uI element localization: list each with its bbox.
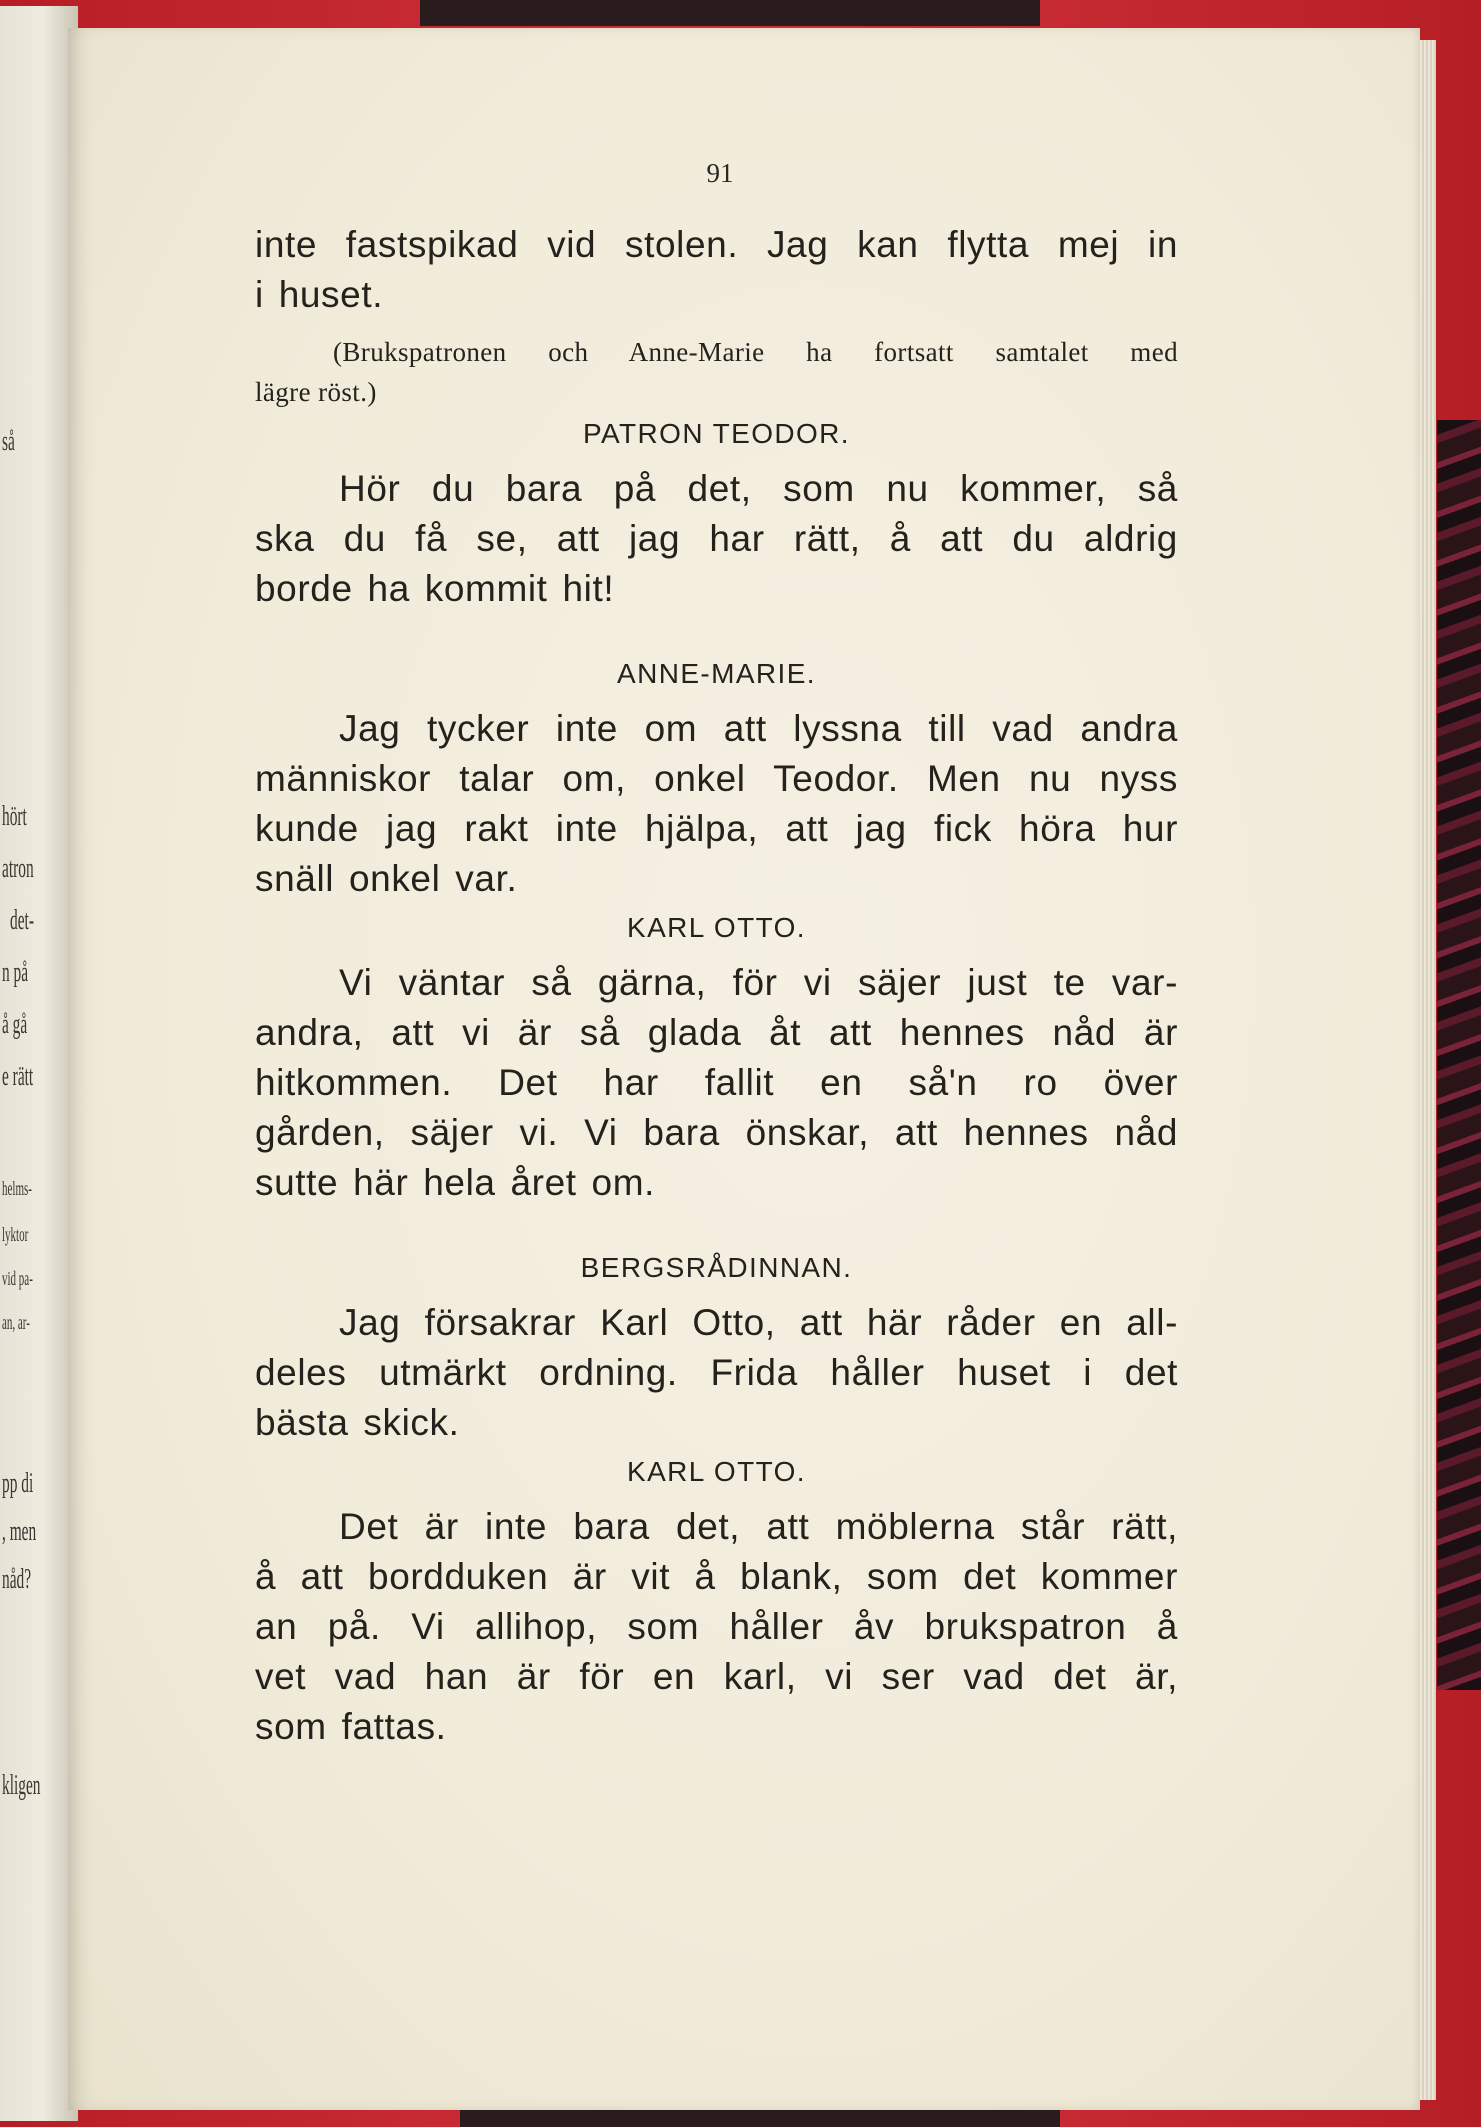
facing-page-fragment: kligen <box>2 1770 41 1801</box>
text-line: Hör du bara på det, som nu kommer, så <box>339 468 1178 509</box>
speaker-name: PATRON TEODOR. <box>583 418 850 449</box>
facing-page-edge <box>0 6 78 2121</box>
facing-page-fragment: lyktor <box>2 1224 29 1246</box>
stage-line: lägre röst.) <box>255 377 377 407</box>
speaker-name: KARL OTTO. <box>627 1456 806 1487</box>
page-text <box>255 220 1178 1752</box>
text-line: bästa skick. <box>255 1402 460 1443</box>
facing-page-fragment: helms- <box>2 1178 32 1200</box>
page-number: 91 <box>706 158 734 188</box>
text-line: hitkommen. Det har fallit en så'n ro över <box>255 1062 1178 1103</box>
stage-line: (Brukspatronen och Anne-Marie ha fortsatt samtalet med <box>333 337 1178 367</box>
facing-page-fragment: å gå <box>2 1009 28 1040</box>
facing-page-fragment: vid pa- <box>2 1268 33 1290</box>
text-line: Vi väntar så gärna, för vi säjer just te var- <box>339 962 1178 1003</box>
dialogue-block <box>255 1298 1178 1448</box>
facing-page-fragment: , men <box>2 1516 37 1547</box>
dialogue-block <box>255 220 1178 320</box>
facing-page-fragment: an, ar- <box>2 1312 30 1334</box>
text-line: i huset. <box>255 274 384 315</box>
stage-direction <box>255 332 1178 412</box>
dialogue-block <box>255 464 1178 614</box>
dialogue-block <box>255 1502 1178 1752</box>
text-line: deles utmärkt ordning. Frida håller huset i det <box>255 1352 1178 1393</box>
facing-page-fragment: hört <box>2 801 27 832</box>
binding-band-bottom <box>460 2109 1060 2127</box>
facing-page-fragment: så <box>2 426 15 457</box>
facing-page-fragment: atron <box>2 853 34 884</box>
speaker-name: KARL OTTO. <box>627 912 806 943</box>
text-line: Det är inte bara det, att möblerna står rätt, <box>339 1506 1178 1547</box>
text-line: å att bordduken är vit å blank, som det kommer <box>255 1556 1178 1597</box>
text-line: kunde jag rakt inte hjälpa, att jag fick höra hur <box>255 808 1178 849</box>
text-line: Jag tycker inte om att lyssna till vad andra <box>339 708 1178 749</box>
marbled-endpaper <box>1437 420 1481 1690</box>
text-line: Jag försakrar Karl Otto, att här råder en all- <box>339 1302 1178 1343</box>
text-line: människor talar om, onkel Teodor. Men nu nyss <box>255 758 1178 799</box>
text-line: vet vad han är för en karl, vi ser vad det är, <box>255 1656 1178 1697</box>
text-line: snäll onkel var. <box>255 858 518 899</box>
text-line: borde ha kommit hit! <box>255 568 615 609</box>
facing-page-fragment: e rätt <box>2 1061 34 1092</box>
binding-band-top <box>420 0 1040 26</box>
text-line: inte fastspikad vid stolen. Jag kan flytta mej in <box>255 224 1178 265</box>
speaker-name: ANNE-MARIE. <box>617 658 816 689</box>
text-line: ska du få se, att jag har rätt, å att du aldrig <box>255 518 1178 559</box>
facing-page-fragment: pp di <box>2 1468 34 1499</box>
facing-page-fragment: det- <box>10 905 34 936</box>
text-line: an på. Vi allihop, som håller åv brukspatron å <box>255 1606 1178 1647</box>
speaker-name: BERGSRÅDINNAN. <box>580 1252 853 1283</box>
dialogue-block <box>255 704 1178 904</box>
facing-page-fragment: n på <box>2 957 29 988</box>
dialogue-block <box>255 958 1178 1208</box>
text-line: andra, att vi är så glada åt att hennes nåd är <box>255 1012 1178 1053</box>
text-line: som fattas. <box>255 1706 447 1747</box>
facing-page-fragment: nåd? <box>2 1564 32 1595</box>
text-line: gården, säjer vi. Vi bara önskar, att hennes nåd <box>255 1112 1178 1153</box>
page-stack-edge <box>1420 40 1436 2100</box>
text-line: sutte här hela året om. <box>255 1162 655 1203</box>
